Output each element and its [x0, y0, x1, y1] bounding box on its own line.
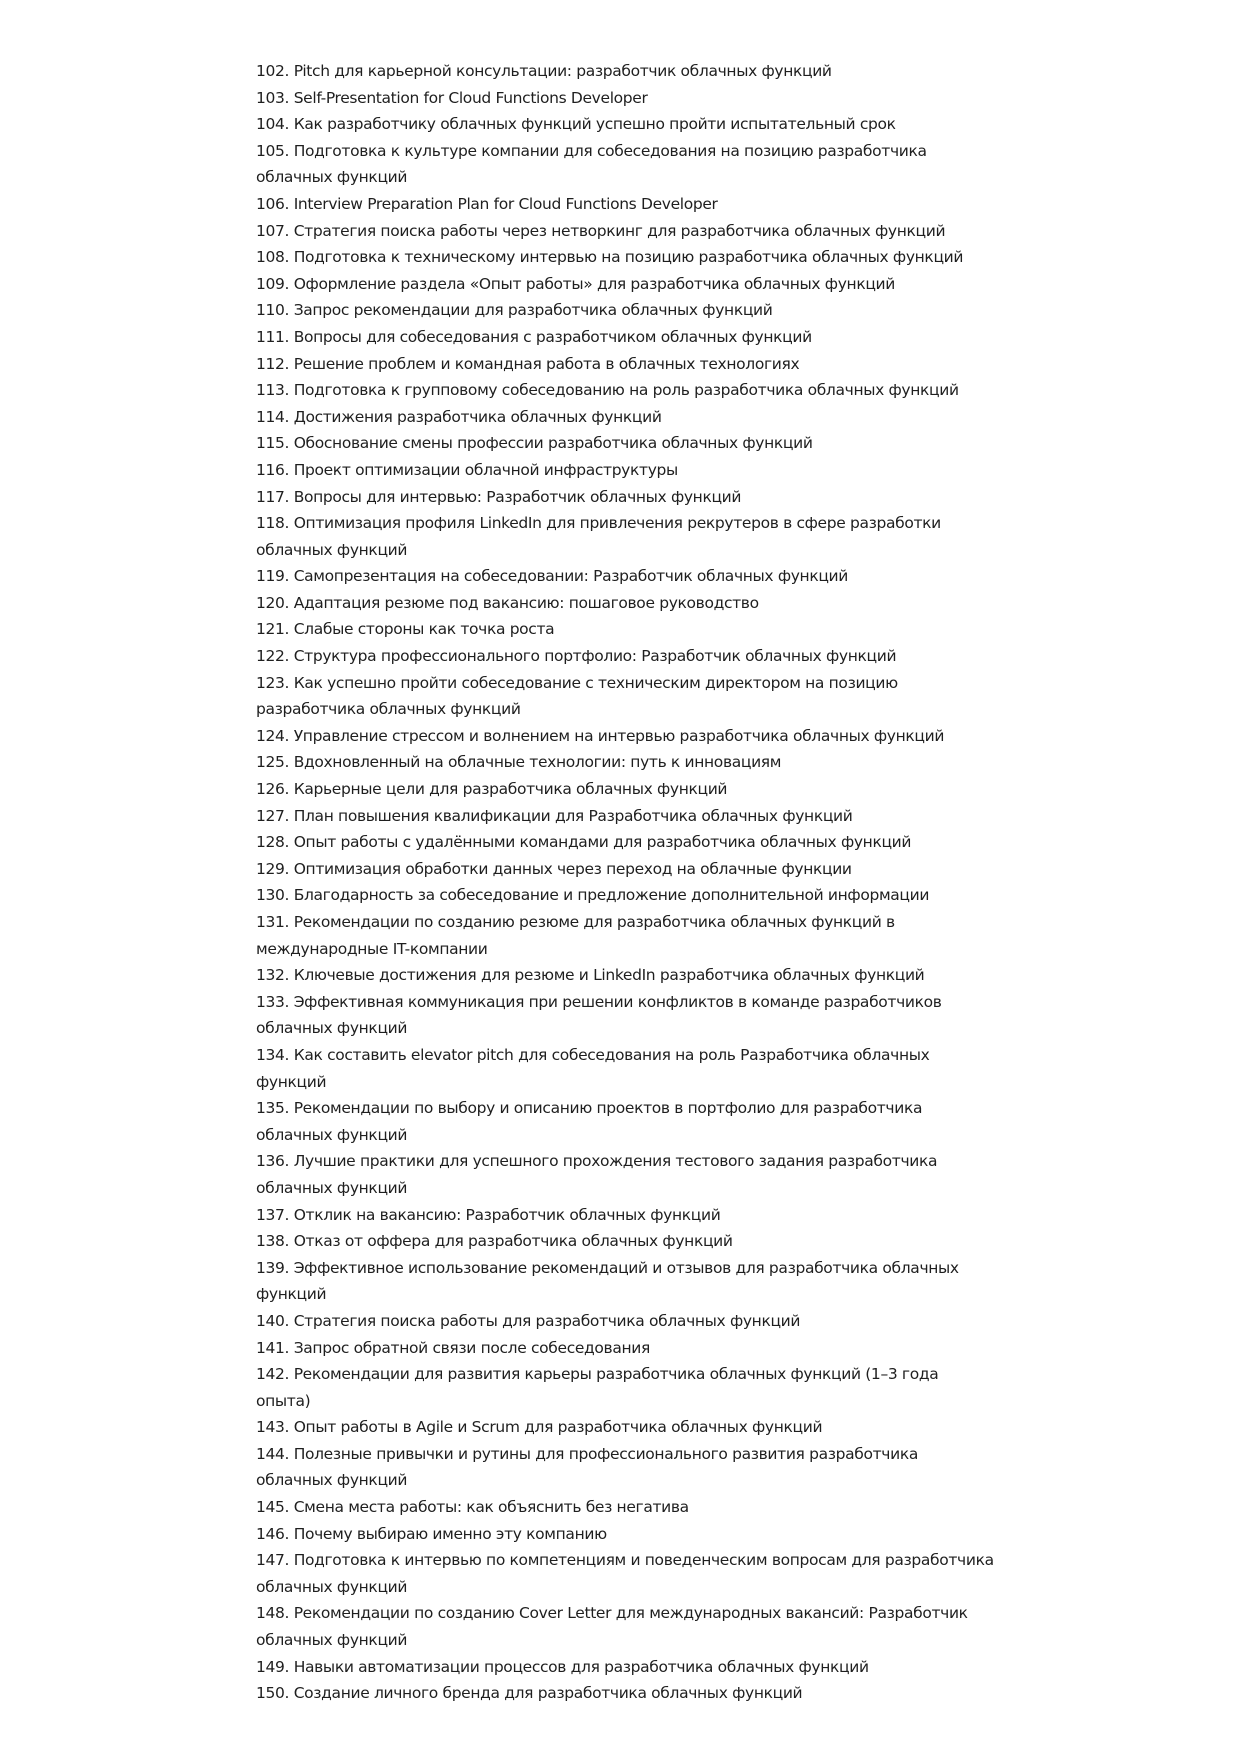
list-item: 113. Подготовка к групповому собеседованию на роль разработчика облачных функций: [256, 381, 959, 400]
list-item: 136. Лучшие практики для успешного прохождения тестового задания разработчика облачных функций: [256, 1152, 938, 1197]
list-item: 145. Смена места работы: как объяснить без негатива: [256, 1498, 689, 1517]
list-item: 110. Запрос рекомендации для разработчика облачных функций: [256, 301, 773, 320]
list-item: 102. Pitch для карьерной консультации: разработчик облачных функций: [256, 62, 832, 80]
list-item: 130. Благодарность за собеседование и предложение дополнительной информации: [256, 886, 930, 905]
list-item: 103. Self-Presentation for Cloud Functions Developer: [256, 88, 648, 107]
list-item: 105. Подготовка к культуре компании для собеседования на позицию разработчика облачных функций: [256, 141, 927, 187]
list-item: 111. Вопросы для собеседования с разработчиком облачных функций: [256, 327, 812, 346]
list-item: 118. Оптимизация профиля LinkedIn для привлечения рекрутеров в сфере разработки облачных функций: [256, 514, 941, 559]
list-item: 141. Запрос обратной связи после собеседования: [256, 1338, 650, 1357]
list-item: 124. Управление стрессом и волнением на интервью разработчика облачных функций: [256, 726, 945, 745]
list-item: 119. Самопрезентация на собеседовании: Разработчик облачных функций: [256, 567, 849, 586]
list-item: 104. Как разработчику облачных функций успешно пройти испытательный срок: [256, 115, 896, 134]
list-item: 138. Отказ от оффера для разработчика облачных функций: [256, 1232, 733, 1251]
list-item: 117. Вопросы для интервью: Разработчик облачных функций: [256, 487, 742, 506]
list-item: 109. Оформление раздела «Опыт работы» для разработчика облачных функций: [256, 274, 895, 293]
list-item: 108. Подготовка к техническому интервью на позицию разработчика облачных функций: [256, 248, 964, 267]
list-item: 147. Подготовка к интервью по компетенциям и поведенческим вопросам для разработчика облачных функций: [256, 1551, 994, 1596]
list-item: 123. Как успешно пройти собеседование с техническим директором на позицию разработчика облачных функций: [256, 673, 898, 719]
list-item: 106. Interview Preparation Plan for Cloud Functions Developer: [256, 194, 718, 213]
article-list: [256, 58, 996, 1707]
list-item: 132. Ключевые достижения для резюме и LinkedIn разработчика облачных функций: [256, 966, 925, 985]
list-item: 116. Проект оптимизации облачной инфраструктуры: [256, 460, 678, 479]
list-item: 122. Структура профессионального портфолио: Разработчик облачных функций: [256, 647, 897, 666]
list-item: 144. Полезные привычки и рутины для профессионального развития разработчика облачных функций: [256, 1444, 918, 1490]
list-item: 131. Рекомендации по созданию резюме для разработчика облачных функций в международные IT-компании: [256, 913, 895, 958]
list-item: 129. Оптимизация обработки данных через переход на облачные функции: [256, 859, 852, 878]
list-item: 146. Почему выбираю именно эту компанию: [256, 1524, 607, 1543]
list-item: 114. Достижения разработчика облачных функций: [256, 407, 662, 426]
list-item: 128. Опыт работы с удалёнными командами для разработчика облачных функций: [256, 833, 912, 852]
list-item: 140. Стратегия поиска работы для разработчика облачных функций: [256, 1311, 801, 1330]
list-item: 125. Вдохновленный на облачные технологии: путь к инновациям: [256, 753, 782, 772]
list-item: 143. Опыт работы в Agile и Scrum для разработчика облачных функций: [256, 1418, 823, 1437]
list-item: 121. Слабые стороны как точка роста: [256, 620, 555, 639]
document-page: [256, 58, 996, 1707]
list-item: 139. Эффективное использование рекомендаций и отзывов для разработчика облачных функций: [256, 1258, 959, 1304]
list-item: 150. Создание личного бренда для разработчика облачных функций: [256, 1684, 803, 1703]
list-item: 148. Рекомендации по созданию Cover Letter для международных вакансий: Разработчик облачных функций: [256, 1604, 968, 1650]
list-item: 135. Рекомендации по выбору и описанию проектов в портфолио для разработчика облачных функций: [256, 1099, 923, 1144]
list-item: 137. Отклик на вакансию: Разработчик облачных функций: [256, 1205, 721, 1224]
list-item: 127. План повышения квалификации для Разработчика облачных функций: [256, 806, 853, 825]
list-item: 107. Стратегия поиска работы через нетворкинг для разработчика облачных функций: [256, 221, 946, 240]
list-item: 126. Карьерные цели для разработчика облачных функций: [256, 780, 728, 799]
list-item: 112. Решение проблем и командная работа в облачных технологиях: [256, 354, 800, 373]
list-item: 120. Адаптация резюме под вакансию: пошаговое руководство: [256, 593, 759, 612]
list-item: 134. Как составить elevator pitch для собеседования на роль Разработчика облачных функций: [256, 1045, 930, 1091]
list-item: 133. Эффективная коммуникация при решении конфликтов в команде разработчиков облачных функций: [256, 992, 942, 1038]
list-item: 149. Навыки автоматизации процессов для разработчика облачных функций: [256, 1657, 869, 1676]
list-item: 142. Рекомендации для развития карьеры разработчика облачных функций (1–3 года опыта): [256, 1365, 939, 1410]
list-item: 115. Обоснование смены профессии разработчика облачных функций: [256, 434, 813, 453]
